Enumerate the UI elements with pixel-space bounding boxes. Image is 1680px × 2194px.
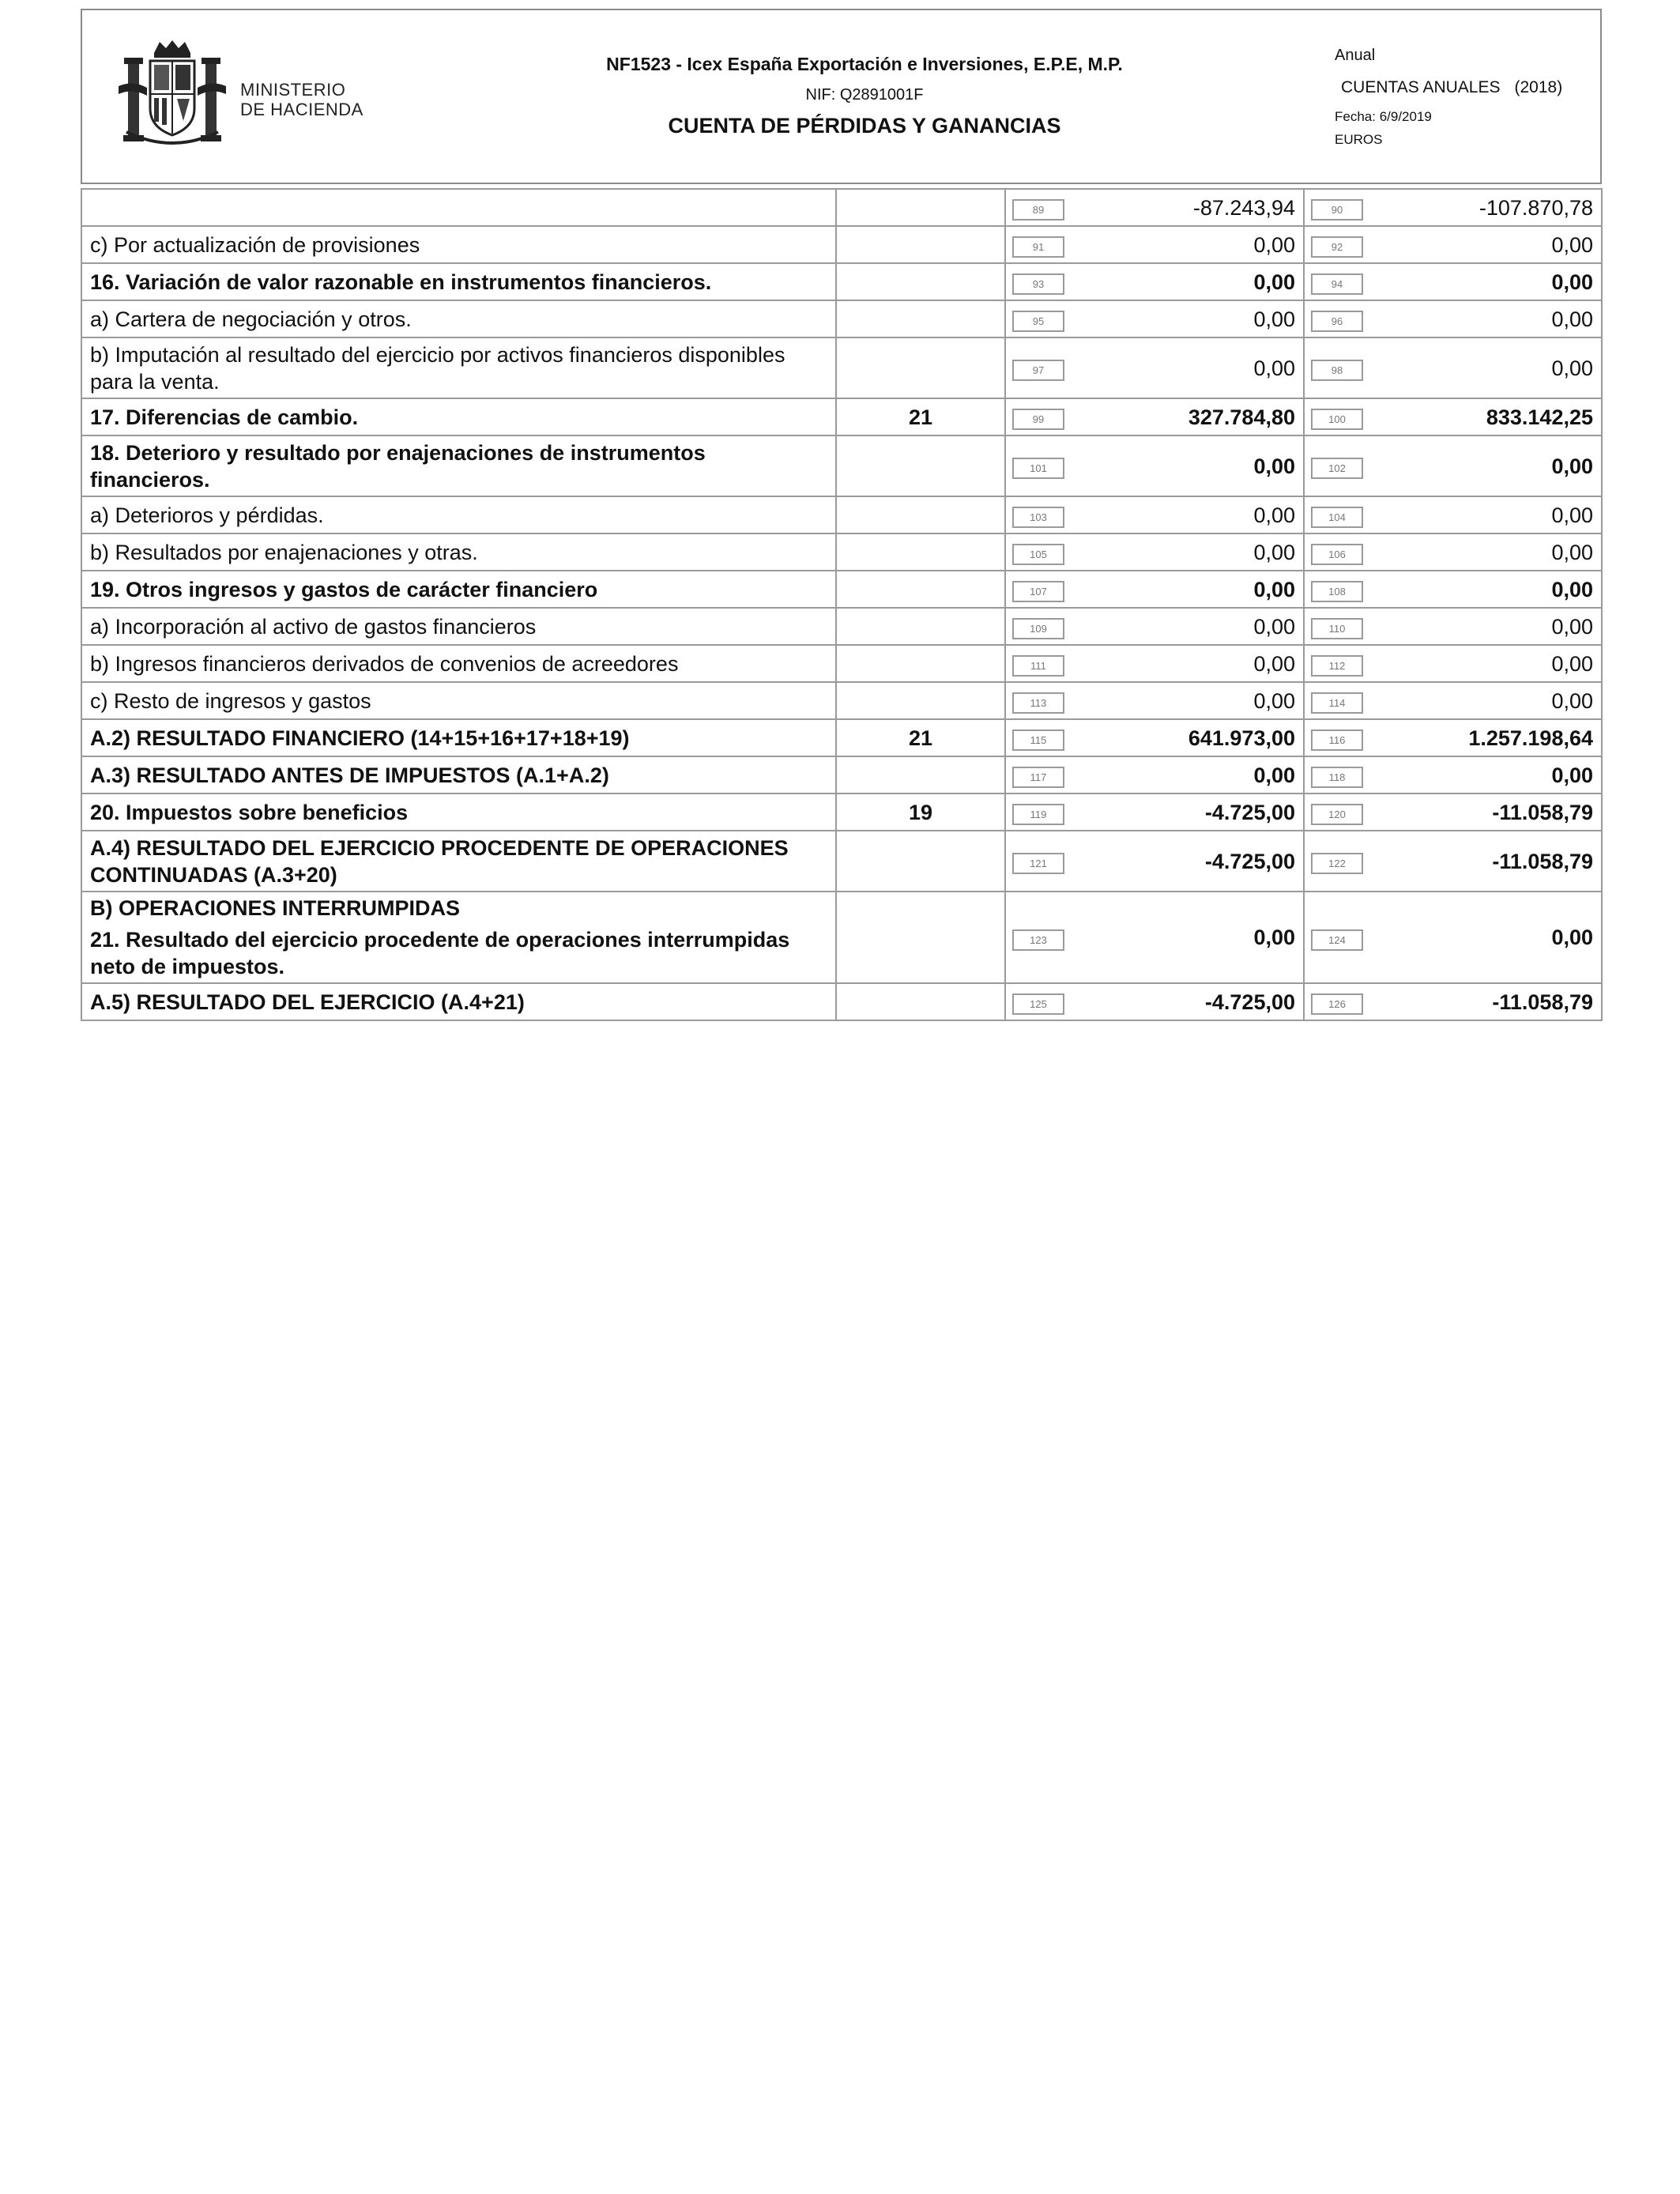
row-description: a) Incorporación al activo de gastos financieros	[81, 608, 836, 645]
row-description: A.5) RESULTADO DEL EJERCICIO (A.4+21)	[81, 983, 836, 1020]
amount-wrapper	[1012, 355, 1295, 382]
amount-wrapper	[1311, 232, 1593, 258]
row-note	[836, 533, 1005, 571]
previous-year-value: 0,00	[1551, 503, 1593, 527]
field-code-box: 103	[1012, 507, 1064, 528]
amount-wrapper	[1311, 502, 1593, 529]
amount-wrapper	[1012, 404, 1295, 431]
amount-wrapper	[1012, 269, 1295, 296]
table-row	[81, 645, 1602, 682]
current-year-value: -4.725,00	[1204, 990, 1295, 1014]
amount-wrapper	[1012, 306, 1295, 333]
previous-year-value: 0,00	[1551, 925, 1593, 949]
amount-wrapper	[1311, 194, 1593, 221]
field-code-box: 98	[1311, 360, 1363, 381]
table-row	[81, 983, 1602, 1020]
previous-year-cell	[1304, 645, 1602, 682]
previous-year-value: 833.142,25	[1486, 405, 1593, 429]
table-row	[81, 300, 1602, 337]
field-code-box: 115	[1012, 729, 1064, 751]
amount-wrapper	[1012, 688, 1295, 714]
current-year-value: 327.784,80	[1188, 405, 1295, 429]
amount-wrapper	[1012, 502, 1295, 529]
field-code-box: 102	[1311, 458, 1363, 479]
current-year-cell	[1005, 682, 1304, 719]
current-year-value: 0,00	[1253, 232, 1295, 257]
field-code-box: 106	[1311, 544, 1363, 565]
row-description: 16. Variación de valor razonable en instrumentos financieros.	[81, 263, 836, 300]
ministry-name	[240, 80, 363, 119]
previous-year-cell	[1304, 571, 1602, 608]
previous-year-value: 1.257.198,64	[1468, 726, 1593, 750]
amount-wrapper	[1311, 404, 1593, 431]
row-description	[81, 189, 836, 226]
previous-year-cell	[1304, 435, 1602, 496]
previous-year-cell	[1304, 226, 1602, 263]
current-year-value: -4.725,00	[1204, 849, 1295, 873]
accounts-label-text: CUENTAS ANUALES	[1341, 78, 1501, 96]
row-description: 19. Otros ingresos y gastos de carácter financiero	[81, 571, 836, 608]
previous-year-value: 0,00	[1551, 577, 1593, 601]
row-note	[836, 682, 1005, 719]
row-note: 21	[836, 719, 1005, 756]
previous-year-cell	[1304, 189, 1602, 226]
current-year-cell	[1005, 533, 1304, 571]
table-row	[81, 337, 1602, 398]
previous-year-cell	[1304, 300, 1602, 337]
row-note	[836, 189, 1005, 226]
current-year-value: -87.243,94	[1192, 195, 1295, 220]
row-note	[836, 756, 1005, 794]
row-note: 19	[836, 794, 1005, 831]
field-code-box: 116	[1311, 729, 1363, 751]
amount-wrapper	[1012, 613, 1295, 640]
current-year-cell	[1005, 300, 1304, 337]
field-code-box: 105	[1012, 544, 1064, 565]
current-year-value: 641.973,00	[1188, 726, 1295, 750]
row-note	[836, 496, 1005, 533]
row-description: a) Deterioros y pérdidas.	[81, 496, 836, 533]
previous-year-value: -11.058,79	[1492, 800, 1593, 824]
previous-year-value: -11.058,79	[1492, 849, 1593, 873]
previous-year-cell	[1304, 719, 1602, 756]
field-code-box: 104	[1311, 507, 1363, 528]
current-year-cell	[1005, 831, 1304, 892]
current-year-cell	[1005, 794, 1304, 831]
previous-year-cell	[1304, 398, 1602, 435]
previous-year-cell	[1304, 682, 1602, 719]
amount-wrapper	[1012, 799, 1295, 826]
amount-wrapper	[1311, 576, 1593, 603]
row-description: c) Resto de ingresos y gastos	[81, 682, 836, 719]
field-code-box: 113	[1012, 692, 1064, 714]
amount-wrapper	[1311, 650, 1593, 677]
row-description-text: 21. Resultado del ejercicio procedente de operaciones interrumpidas neto de impuestos.	[90, 928, 790, 978]
current-year-cell	[1005, 496, 1304, 533]
amount-wrapper	[1311, 725, 1593, 752]
row-note	[836, 608, 1005, 645]
table-row	[81, 398, 1602, 435]
previous-year-cell	[1304, 533, 1602, 571]
amount-wrapper	[1311, 306, 1593, 333]
field-code-box: 91	[1012, 236, 1064, 258]
field-code-box: 94	[1311, 273, 1363, 295]
previous-year-value: 0,00	[1551, 270, 1593, 294]
document-date: Fecha: 6/9/2019	[1335, 109, 1432, 124]
field-code-box: 95	[1012, 311, 1064, 332]
row-description: A.2) RESULTADO FINANCIERO (14+15+16+17+18+19)	[81, 719, 836, 756]
current-year-value: 0,00	[1253, 503, 1295, 527]
current-year-value: 0,00	[1253, 925, 1295, 949]
table-row	[81, 756, 1602, 794]
amount-wrapper	[1311, 688, 1593, 714]
current-year-cell	[1005, 189, 1304, 226]
row-note	[836, 226, 1005, 263]
row-note	[836, 337, 1005, 398]
nif: NIF: Q2891001F	[805, 86, 924, 104]
amount-wrapper	[1311, 539, 1593, 566]
field-code-box: 99	[1012, 409, 1064, 430]
amount-wrapper	[1311, 355, 1593, 382]
field-code-box: 90	[1311, 199, 1363, 221]
field-code-box: 112	[1311, 655, 1363, 677]
accounts-year: (2018)	[1514, 78, 1563, 96]
amount-wrapper	[1012, 232, 1295, 258]
field-code-box: 107	[1012, 581, 1064, 602]
amount-wrapper	[1311, 762, 1593, 789]
row-description: c) Por actualización de provisiones	[81, 226, 836, 263]
current-year-value: 0,00	[1253, 540, 1295, 564]
row-note	[836, 983, 1005, 1020]
amount-wrapper	[1012, 725, 1295, 752]
document-title: CUENTA DE PÉRDIDAS Y GANANCIAS	[668, 114, 1061, 138]
current-year-value: 0,00	[1253, 651, 1295, 676]
row-description: b) Ingresos financieros derivados de convenios de acreedores	[81, 645, 836, 682]
field-code-box: 101	[1012, 458, 1064, 479]
amount-wrapper	[1311, 613, 1593, 640]
previous-year-value: 0,00	[1551, 356, 1593, 380]
amount-wrapper	[1311, 848, 1593, 875]
row-note	[836, 831, 1005, 892]
row-note	[836, 645, 1005, 682]
amount-wrapper	[1012, 576, 1295, 603]
field-code-box: 92	[1311, 236, 1363, 258]
previous-year-value: 0,00	[1551, 651, 1593, 676]
previous-year-value: 0,00	[1551, 763, 1593, 787]
current-year-cell	[1005, 756, 1304, 794]
amount-wrapper	[1012, 762, 1295, 789]
table-row	[81, 892, 1602, 983]
current-year-value: 0,00	[1253, 270, 1295, 294]
previous-year-cell	[1304, 983, 1602, 1020]
amount-wrapper	[1311, 924, 1593, 951]
amount-wrapper	[1012, 650, 1295, 677]
current-year-value: 0,00	[1253, 307, 1295, 331]
table-row	[81, 496, 1602, 533]
current-year-cell	[1005, 226, 1304, 263]
current-year-cell	[1005, 571, 1304, 608]
row-note	[836, 435, 1005, 496]
previous-year-value: 0,00	[1551, 614, 1593, 639]
table-row	[81, 794, 1602, 831]
amount-wrapper	[1311, 269, 1593, 296]
amount-wrapper	[1012, 924, 1295, 951]
current-year-value: 0,00	[1253, 688, 1295, 713]
row-description: 17. Diferencias de cambio.	[81, 398, 836, 435]
current-year-value: 0,00	[1253, 356, 1295, 380]
current-year-value: 0,00	[1253, 577, 1295, 601]
amount-wrapper	[1012, 539, 1295, 566]
row-description	[81, 892, 836, 983]
field-code-box: 121	[1012, 853, 1064, 874]
previous-year-cell	[1304, 892, 1602, 983]
row-note	[836, 571, 1005, 608]
amount-wrapper	[1012, 989, 1295, 1016]
table-row	[81, 263, 1602, 300]
row-note	[836, 263, 1005, 300]
current-year-cell	[1005, 645, 1304, 682]
previous-year-value: -11.058,79	[1492, 990, 1593, 1014]
amount-wrapper	[1012, 194, 1295, 221]
previous-year-cell	[1304, 263, 1602, 300]
current-year-value: 0,00	[1253, 763, 1295, 787]
field-code-box: 126	[1311, 993, 1363, 1015]
current-year-cell	[1005, 435, 1304, 496]
previous-year-cell	[1304, 831, 1602, 892]
field-code-box: 93	[1012, 273, 1064, 295]
period-type: Anual	[1335, 47, 1376, 64]
field-code-box: 118	[1311, 767, 1363, 788]
row-description: b) Imputación al resultado del ejercicio por activos financieros disponibles para la venta.	[81, 337, 836, 398]
document-header	[81, 9, 1602, 184]
field-code-box: 97	[1012, 360, 1064, 381]
row-note	[836, 892, 1005, 983]
previous-year-value: -107.870,78	[1478, 195, 1593, 220]
field-code-box: 89	[1012, 199, 1064, 221]
accounts-label	[1341, 78, 1562, 97]
field-code-box: 111	[1012, 655, 1064, 677]
previous-year-value: 0,00	[1551, 232, 1593, 257]
field-code-box: 119	[1012, 804, 1064, 825]
field-code-box: 122	[1311, 853, 1363, 874]
field-code-box: 100	[1311, 409, 1363, 430]
field-code-box: 124	[1311, 929, 1363, 951]
row-note: 21	[836, 398, 1005, 435]
current-year-value: 0,00	[1253, 454, 1295, 478]
current-year-cell	[1005, 263, 1304, 300]
field-code-box: 123	[1012, 929, 1064, 951]
previous-year-value: 0,00	[1551, 688, 1593, 713]
previous-year-cell	[1304, 496, 1602, 533]
previous-year-cell	[1304, 608, 1602, 645]
previous-year-value: 0,00	[1551, 540, 1593, 564]
field-code-box: 114	[1311, 692, 1363, 714]
previous-year-cell	[1304, 337, 1602, 398]
field-code-box: 110	[1311, 618, 1363, 639]
table-row	[81, 719, 1602, 756]
row-description: A.3) RESULTADO ANTES DE IMPUESTOS (A.1+A.2)	[81, 756, 836, 794]
currency: EUROS	[1335, 132, 1383, 147]
current-year-cell	[1005, 719, 1304, 756]
table-row	[81, 189, 1602, 226]
previous-year-cell	[1304, 756, 1602, 794]
table-row	[81, 608, 1602, 645]
section-heading: B) OPERACIONES INTERRUMPIDAS	[90, 896, 461, 920]
table-row	[81, 682, 1602, 719]
field-code-box: 96	[1311, 311, 1363, 332]
current-year-cell	[1005, 983, 1304, 1020]
current-year-cell	[1005, 398, 1304, 435]
row-description: a) Cartera de negociación y otros.	[81, 300, 836, 337]
table-row	[81, 831, 1602, 892]
field-code-box: 117	[1012, 767, 1064, 788]
row-description: b) Resultados por enajenaciones y otras.	[81, 533, 836, 571]
table-row	[81, 435, 1602, 496]
current-year-cell	[1005, 337, 1304, 398]
field-code-box: 120	[1311, 804, 1363, 825]
current-year-value: 0,00	[1253, 614, 1295, 639]
field-code-box: 108	[1311, 581, 1363, 602]
table-row	[81, 533, 1602, 571]
row-description: 20. Impuestos sobre beneficios	[81, 794, 836, 831]
row-description: A.4) RESULTADO DEL EJERCICIO PROCEDENTE DE OPERACIONES CONTINUADAS (A.3+20)	[81, 831, 836, 892]
row-description: 18. Deterioro y resultado por enajenaciones de instrumentos financieros.	[81, 435, 836, 496]
table-body	[81, 189, 1602, 1020]
previous-year-value: 0,00	[1551, 454, 1593, 478]
table-row	[81, 226, 1602, 263]
amount-wrapper	[1012, 848, 1295, 875]
amount-wrapper	[1311, 799, 1593, 826]
amount-wrapper	[1311, 989, 1593, 1016]
ministry-line-1: MINISTERIO	[240, 80, 346, 100]
field-code-box: 109	[1012, 618, 1064, 639]
amount-wrapper	[1012, 453, 1295, 480]
entity-name: NF1523 - Icex España Exportación e Inversiones, E.P.E, M.P.	[606, 54, 1123, 74]
ministry-line-2: DE HACIENDA	[240, 100, 363, 119]
field-code-box: 125	[1012, 993, 1064, 1015]
profit-loss-table	[81, 188, 1603, 1021]
current-year-cell	[1005, 892, 1304, 983]
previous-year-value: 0,00	[1551, 307, 1593, 331]
amount-wrapper	[1311, 453, 1593, 480]
row-note	[836, 300, 1005, 337]
current-year-cell	[1005, 608, 1304, 645]
current-year-value: -4.725,00	[1204, 800, 1295, 824]
table-row	[81, 571, 1602, 608]
previous-year-cell	[1304, 794, 1602, 831]
